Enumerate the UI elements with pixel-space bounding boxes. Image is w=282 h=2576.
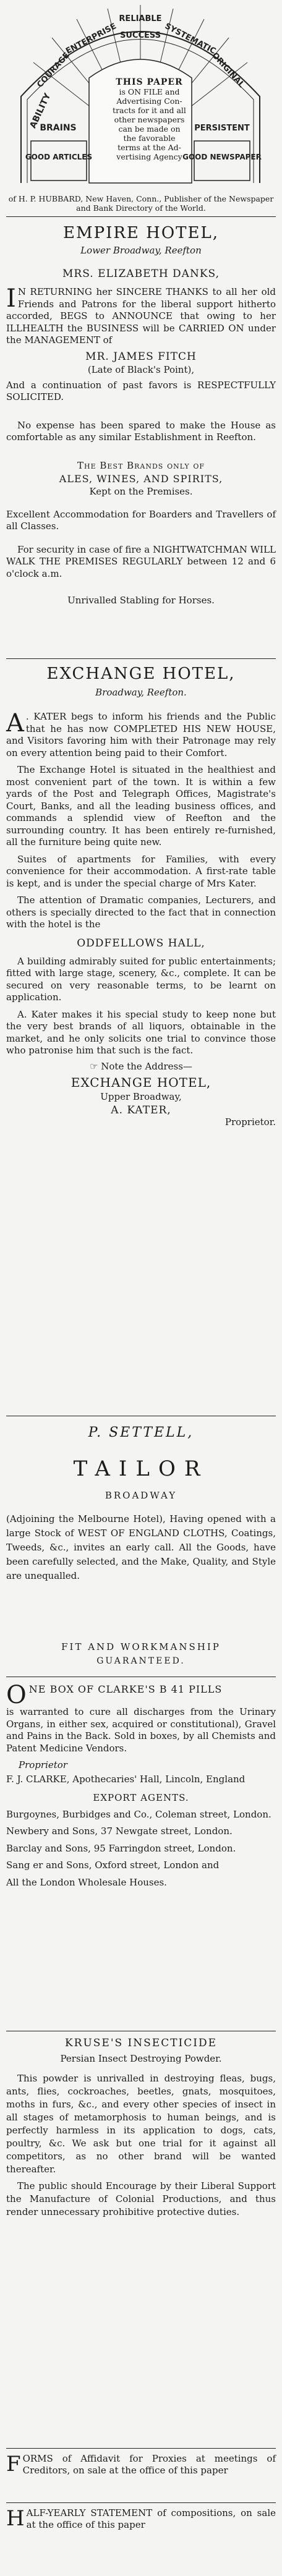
fit-line-1: FIT AND WORKMANSHIP: [61, 1641, 221, 1652]
clarke-agents-title: EXPORT AGENTS.: [93, 1792, 189, 1803]
arc-word-courage: COURAGE: [35, 51, 72, 90]
empire-manager: MR. JAMES FITCH: [85, 350, 197, 363]
exchange-signature: A. KATER,: [111, 1103, 171, 1116]
arc-word-ability: ABILITY: [28, 91, 53, 130]
empire-title: EMPIRE HOTEL,: [62, 224, 220, 242]
exchange-paragraph-5: A building admirably suited for public entertainments; fitted with large stage, scenery, &c., complete. It can be secured on very reasonable terms, to be learnt on application.: [6, 955, 276, 1003]
clarke-heading-text: NE BOX OF CLARKE'S B 41 PILLS: [28, 1683, 223, 1695]
exchange-hotel-ad: [6, 665, 276, 1128]
divider: [6, 216, 276, 217]
clarke-heading: [6, 1681, 276, 1709]
clarke-pills-ad: [6, 1683, 276, 1889]
clarke-proprietor-label: Proprietor: [19, 1759, 67, 1770]
tailor-ad: [6, 1425, 276, 1583]
arc-word-reliable: RELIABLE: [119, 14, 162, 23]
hubbard-center-line: the favorable: [123, 134, 176, 143]
hubbard-center-line: other newspapers: [114, 115, 185, 124]
exchange-hall: ODDFELLOWS HALL,: [77, 937, 205, 950]
empire-paragraph-7: Unrivalled Stabling for Horses.: [67, 595, 215, 606]
halfyearly-text: [6, 2507, 276, 2531]
arc-word-enterprise: ENTERPRISE: [64, 22, 118, 56]
empire-para4c: Kept on the Premises.: [89, 485, 193, 497]
hubbard-center-line: tracts for it and all: [113, 106, 186, 115]
insecticide-ad: [6, 2037, 276, 2219]
hubbard-center-line: vertising Agency: [116, 152, 182, 161]
divider: [6, 2448, 276, 2449]
empire-dropcap: I: [6, 284, 16, 313]
insecticide-title: KRUSE'S INSECTICIDE: [64, 2037, 218, 2049]
empire-subtitle: Lower Broadway, Reefton: [80, 245, 202, 256]
hubbard-center-text: [95, 78, 203, 161]
forms-dropcap: F: [6, 2452, 21, 2476]
exchange-dropcap: A: [6, 709, 24, 738]
insecticide-paragraph-2: The public should Encourage by their Liberal Support the Manufacture of Colonial Productions, and thus render unnecessary prohibitive protective duties.: [6, 2180, 276, 2217]
empire-paragraph-1: [6, 286, 276, 347]
exchange-signature-role: Proprietor.: [224, 1116, 276, 1128]
exchange-paragraph-3: Suites of apartments for Families, with every convenience for their accommodation. A first-rate table is kept, and is under the special charge of Mrs Kater.: [6, 853, 276, 889]
insecticide-subtitle: Persian Insect Destroying Powder.: [60, 2053, 222, 2064]
exchange-note: ☞ Note the Address—: [90, 1060, 192, 1072]
empire-paragraph-2: And a continuation of past favors is RESPECTFULLY SOLICITED.: [6, 379, 276, 402]
empire-para4b: ALES, WINES, AND SPIRITS,: [59, 472, 223, 485]
exchange-subtitle: Broadway, Reefton.: [95, 687, 187, 698]
box-left-label: GOOD ARTICLES: [25, 153, 93, 161]
tailor-title: TAILOR: [73, 1456, 209, 1481]
clarke-proprietor: F. J. CLARKE, Apothecaries' Hall, Lincoln, England: [6, 1774, 246, 1785]
tailor-name: P. SETTELL,: [88, 1425, 194, 1440]
clarke-dropcap: O: [6, 1681, 27, 1709]
clarke-paragraph-1: is warranted to cure all discharges from the Urinary Organs, in either sex, acquired or constitutional), Gravel and Pains in the Back. Sold in boxes, by all Chemists and Patent Medicine Vendors.: [6, 1706, 276, 1754]
divider: [6, 2502, 276, 2503]
exchange-para1-text: . KATER begs to inform his friends and the Public that he has now COMPLETED HIS NEW HOUSE, and Visitors favoring him with their Patronage may rely on every attention being paid to their Comfort.: [6, 711, 276, 759]
empire-para4a: The Best Brands only of: [77, 459, 205, 471]
exchange-paragraph-4: The attention of Dramatic companies, Lecturers, and others is specially directed to the fact that in connection with the hotel is the: [6, 895, 276, 930]
arc-word-success: SUCCESS: [119, 31, 161, 40]
clarke-agent: Barclay and Sons, 95 Farringdon street, London.: [6, 1842, 236, 1854]
fit-guarantee: [6, 1641, 276, 1666]
fit-line-2: GUARANTEED.: [96, 1656, 186, 1666]
insecticide-paragraph-1: This powder is unrivalled in destroying fleas, bugs, ants, flies, cockroaches, beetles, gnats, mosquitoes, moths in furs, &c., and every other species of insect in all stages of metamorphosis to human beings, and is perfectly harmless in its application to dogs, cats, poultry, &c. We ask but one trial for it against all competitors, as no other brand will be wanted thereafter.: [6, 2073, 276, 2175]
divider: [6, 658, 276, 659]
empire-paragraph-6: For security in case of fire a NIGHTWATCHMAN WILL WALK THE PREMISES REGULARLY between 12 and 6 o'clock a.m.: [6, 543, 276, 579]
empire-paragraph-3: No expense has been spared to make the House as comfortable as any similar Establishment in Reefton.: [6, 419, 276, 443]
arc-word-persistent: PERSISTENT: [194, 124, 250, 133]
exchange-paragraph-1: [6, 711, 276, 759]
arc-word-brains: BRAINS: [40, 123, 77, 133]
exchange-title: EXCHANGE HOTEL,: [46, 665, 236, 683]
empire-para1-text: N RETURNING her SINCERE THANKS to all her old Friends and Patrons for the liberal support hitherto accorded, BEGS to ANNOUNCE that owing to her ILLHEALTH the BUSINESS will be CARRIED ON under the MANAGEMENT of: [6, 286, 276, 346]
halfyearly-text-body: ALF-YEARLY STATEMENT of compositions, on sale at the office of this paper: [26, 2507, 276, 2530]
empire-manager-note: (Late of Black's Point),: [87, 363, 195, 375]
forms-text: [6, 2453, 276, 2476]
hubbard-this-paper: THIS PAPER: [116, 77, 183, 87]
hubbard-center-line: terms at the Ad-: [118, 143, 181, 152]
arc-word-original: ORIGINAL: [210, 51, 246, 90]
halfyearly-ad: [6, 2507, 276, 2531]
exchange-paragraph-2: The Exchange Hotel is situated in the healthiest and most convenient part of the town. It is within a few yards of the Post and Telegraph Offices, Magistrate's Court, Banks, and all the leading business offices, and commands a splendid view of Reefton and the surrounding country. It has been entirely re-furnished, all the furniture being quite new.: [6, 764, 276, 848]
halfyearly-dropcap: H: [6, 2506, 25, 2531]
arc-word-systematic: SYSTEMATIC: [163, 21, 218, 56]
empire-paragraph-5: Excellent Accommodation for Boarders and Travellers of all Classes.: [6, 508, 276, 532]
hubbard-footer: of H. P. HUBBARD, New Haven, Conn., Publisher of the Newspaper and Bank Directory of the World.: [8, 194, 274, 213]
exchange-paragraph-6: A. Kater makes it his special study to keep none but the very best brands of all liquors, obtainable in the market, and he only solicits one trial to convince those who patronise him that such is the fact.: [6, 1008, 276, 1056]
clarke-agents-list: [6, 1809, 276, 1889]
hubbard-center-line: Advertising Con-: [116, 96, 182, 106]
clarke-agent: Burgoynes, Burbidges and Co., Coleman street, London.: [6, 1808, 271, 1820]
hubbard-center-line: is ON FILE and: [119, 87, 180, 96]
tailor-street: BROADWAY: [105, 1490, 177, 1501]
box-right-label: GOOD NEWSPAPER: [182, 153, 262, 161]
tailor-paragraph-1: (Adjoining the Melbourne Hotel), Having opened with a large Stock of WEST OF ENGLAND CLOTHS, Coatings, Tweeds, &c., invites an early call. All the Goods, have been carefully selected, and the Make, Quality, and Style are unequalled.: [6, 1513, 276, 1581]
clarke-agent: Sang er and Sons, Oxford street, London and: [6, 1860, 220, 1871]
clarke-agent: All the London Wholesale Houses.: [6, 1876, 167, 1888]
hubbard-center-line: can be made on: [118, 124, 181, 134]
exchange-address-title: EXCHANGE HOTEL,: [70, 1074, 212, 1090]
forms-ad: [6, 2453, 276, 2476]
forms-text-body: ORMS of Affidavit for Proxies at meetings of Creditors, on sale at the office of this paper: [22, 2453, 276, 2476]
exchange-address-sub: Upper Broadway,: [100, 1090, 182, 1102]
exchange-note-text: Note the Address—: [101, 1060, 192, 1072]
empire-hotel-ad: [6, 224, 276, 606]
hubbard-advertising-badge: [9, 4, 272, 187]
clarke-agent: Newbery and Sons, 37 Newgate street, London.: [6, 1826, 233, 1837]
empire-proprietress: MRS. ELIZABETH DANKS,: [62, 268, 220, 280]
